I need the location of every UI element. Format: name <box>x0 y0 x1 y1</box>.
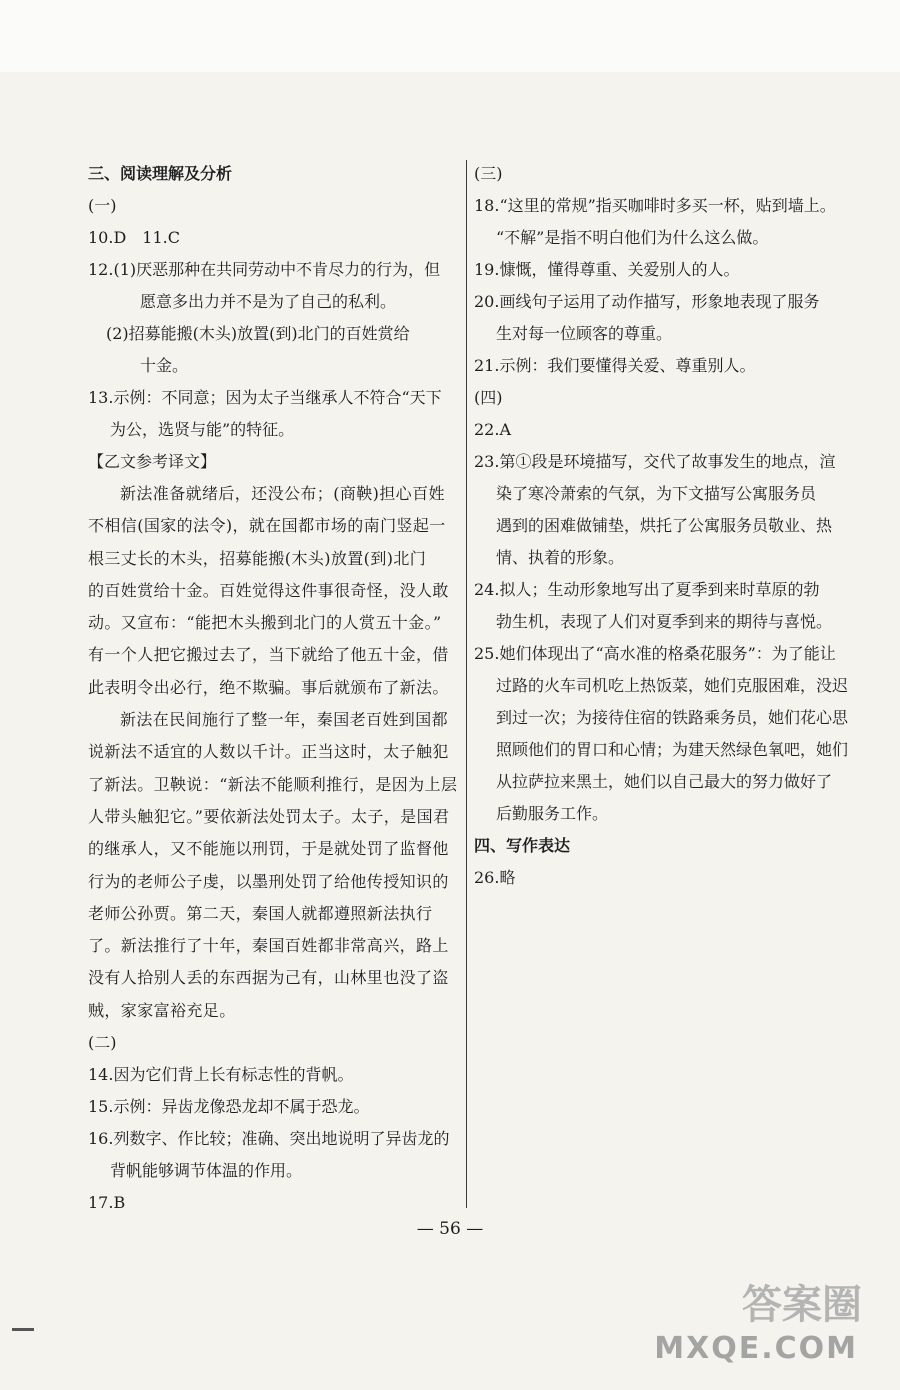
answer-q15: 15.示例：异齿龙像恐龙却不属于恐龙。 <box>88 1097 370 1117</box>
answer-q16-line2: 背帆能够调节体温的作用。 <box>110 1161 303 1181</box>
translation-line: 了。新法推行了十年，秦国百姓都非常高兴，路上 <box>88 936 449 956</box>
answer-q14: 14.因为它们背上长有标志性的背帆。 <box>88 1065 354 1085</box>
translation-line: 此表明令出必行，绝不欺骗。事后就颁布了新法。 <box>88 677 449 697</box>
translation-line: 了新法。卫鞅说：“新法不能顺利推行，是因为上层 <box>88 774 458 794</box>
answer-q18-line1: 18.“这里的常规”指买咖啡时多买一杯，贴到墙上。 <box>474 196 836 215</box>
answer-q19: 19.慷慨，懂得尊重、关爱别人的人。 <box>474 260 740 279</box>
answer-q12-2-line2: 十金。 <box>140 356 189 375</box>
part-label-3: (三) <box>474 164 503 183</box>
answer-q25-line: 到过一次；为接待住宿的铁路乘务员，她们花心思 <box>496 708 849 727</box>
answer-q25-line: 照顾他们的胃口和心情；为建天然绿色氧吧，她们 <box>496 740 849 759</box>
translation-line: 的百姓赏给十金。百姓觉得这件事很奇怪，没人敢 <box>88 580 449 600</box>
translation-line: 贼，家家富裕充足。 <box>88 1000 236 1020</box>
translation-line: 的继承人，又不能施以刑罚，于是就处罚了监督他 <box>88 839 449 859</box>
left-column <box>88 158 460 1219</box>
watermark-logo: 答案圈 <box>742 1282 862 1328</box>
column-divider <box>466 160 467 1208</box>
watermark-site: MXQE.COM <box>654 1331 858 1366</box>
translation-line: 根三丈长的木头，招募能搬(木头)放置(到)北门 <box>88 548 427 568</box>
translation-text <box>88 478 460 1027</box>
answer-q26: 26.略 <box>474 868 516 887</box>
answer-q25-line: 过路的火车司机吃上热饭菜，她们克服困难，没迟 <box>496 676 849 695</box>
answer-q12-2-line1: (2)招募能搬(木头)放置(到)北门的百姓赏给 <box>106 324 410 343</box>
page-number: — 56 — <box>416 1219 484 1239</box>
translation-title: 【乙文参考译文】 <box>88 452 217 471</box>
watermark <box>654 1282 882 1374</box>
answer-q12-1-line2: 愿意多出力并不是为了自己的私利。 <box>140 292 397 311</box>
translation-line: 新法在民间施行了整一年，秦国老百姓到国都 <box>120 710 449 730</box>
part-label-2: (二) <box>88 1033 117 1053</box>
answer-q24-line: 勃生机，表现了人们对夏季到来的期待与喜悦。 <box>496 612 833 631</box>
answer-q22: 22.A <box>474 420 511 439</box>
answer-q13-line2: 为公，选贤与能”的特征。 <box>110 420 295 439</box>
answer-q23-line: 23.第①段是环境描写，交代了故事发生的地点，渲 <box>474 452 836 471</box>
answer-q21: 21.示例：我们要懂得关爱、尊重别人。 <box>474 356 756 375</box>
answer-q10-q11: 10.D 11.C <box>88 228 180 247</box>
translation-line: 新法准备就绪后，还没公布；(商鞅)担心百姓 <box>120 484 445 503</box>
answer-q13-line1: 13.示例：不同意；因为太子当继承人不符合“天下 <box>88 388 442 407</box>
translation-line: 不相信(国家的法令)，就在国都市场的南门竖起一 <box>88 516 446 536</box>
answer-q12-1-line1: 12.(1)厌恶那种在共同劳动中不肯尽力的行为，但 <box>88 260 441 279</box>
answer-q20-line1: 20.画线句子运用了动作描写，形象地表现了服务 <box>474 292 820 311</box>
translation-line: 行为的老师公子虔，以墨刑处罚了给他传授知识的 <box>88 871 449 891</box>
answer-q25-line: 25.她们体现出了“高水准的格桑花服务”：为了能让 <box>474 644 836 663</box>
section-title-writing: 四、写作表达 <box>474 836 571 855</box>
translation-line: 老师公孙贾。第二天，秦国人就都遵照新法执行 <box>88 903 433 923</box>
answer-q18-line2: “不解”是指不明白他们为什么这么做。 <box>496 228 769 247</box>
section-title-reading: 三、阅读理解及分析 <box>88 164 233 183</box>
answer-q23-line: 遇到的困难做铺垫，烘托了公寓服务员敬业、热 <box>496 516 833 535</box>
translation-line: 没有人拾别人丢的东西据为己有，山林里也没了盗 <box>88 968 449 988</box>
answer-q16-line1: 16.列数字、作比较；准确、突出地说明了异齿龙的 <box>88 1129 450 1149</box>
translation-line: 动。又宣布：“能把木头搬到北门的人赏五十金。” <box>88 613 442 633</box>
translation-line: 说新法不适宜的人数以千计。正当这时，太子触犯 <box>88 742 449 762</box>
scan-edge-mark <box>12 1328 34 1331</box>
answer-q17: 17.B <box>88 1193 126 1213</box>
answer-q25-line: 后勤服务工作。 <box>496 804 609 823</box>
answer-q23-line: 情、执着的形象。 <box>496 548 625 567</box>
answer-q23-line: 染了寒冷萧索的气氛，为下文描写公寓服务员 <box>496 484 817 503</box>
part-label-4: (四) <box>474 388 503 407</box>
translation-line: 人带头触犯它。”要依新法处罚太子。太子，是国君 <box>88 806 450 826</box>
right-column <box>474 158 849 894</box>
answer-q25-line: 从拉萨拉来黑土，她们以自己最大的努力做好了 <box>496 772 833 791</box>
answer-q20-line2: 生对每一位顾客的尊重。 <box>496 324 673 343</box>
answer-q24-line: 24.拟人；生动形象地写出了夏季到来时草原的勃 <box>474 580 820 599</box>
part-label-1: (一) <box>88 196 117 215</box>
page-top-margin <box>0 0 900 72</box>
translation-line: 有一个人把它搬过去了，当下就给了他五十金，借 <box>88 645 449 665</box>
